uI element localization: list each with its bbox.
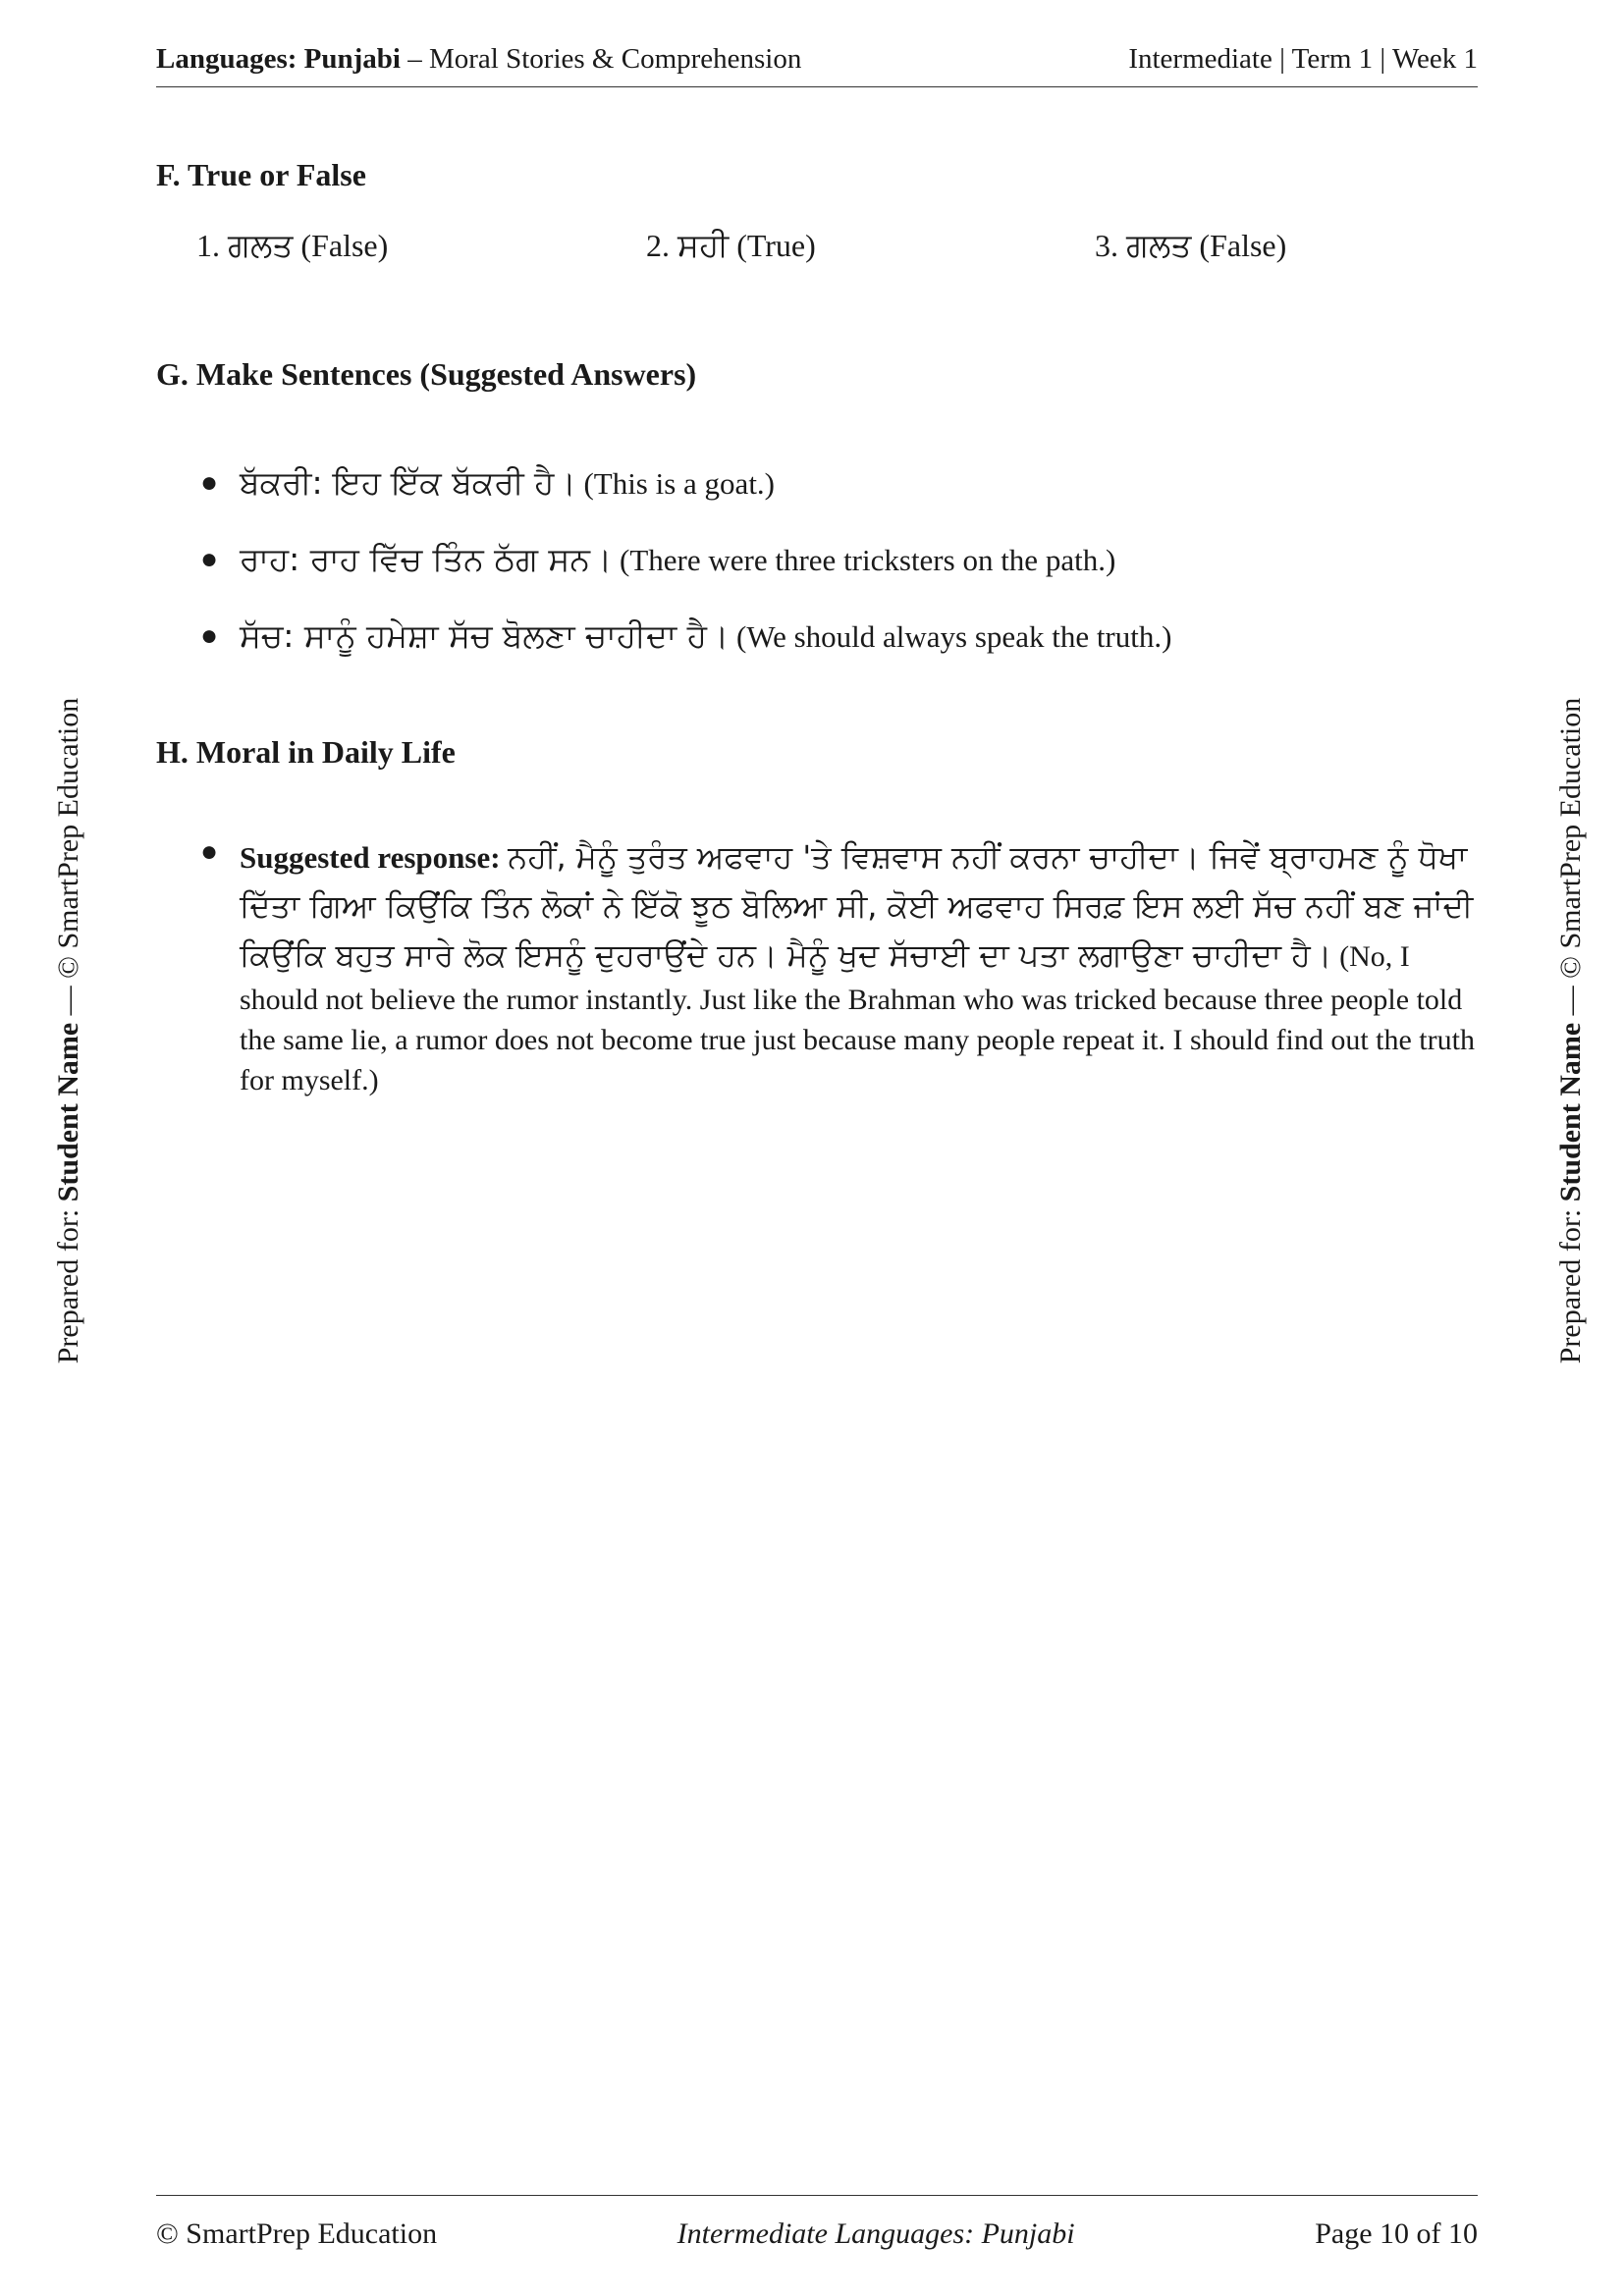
bullet-icon: ● [200,466,219,499]
list-item [196,530,1478,607]
sentence-punjabi: ਸੱਚ: ਸਾਨੂੰ ਹਮੇਸ਼ਾ ਸੱਚ ਬੋਲਣਾ ਚਾਹੀਦਾ ਹੈ। [240,616,730,655]
sentence-list [196,454,1478,683]
section-f-title: F. True or False [156,157,366,192]
footer-page-number: Page 10 of 10 [1315,2217,1478,2250]
sentence-english: (There were three tricksters on the path.) [620,543,1116,577]
side-note-prefix: Prepared for: [52,1201,84,1364]
tf-number: 1. [196,228,220,263]
moral-english: (No, I should not believe the rumor instantly. Just like the Brahman who was tricked because three people told the same lie, a rumor does not become true just because many people repeat it. I should find out the truth for myself.) [240,940,1475,1096]
list-item [196,454,1478,530]
header-subject-rest: – Moral Stories & Comprehension [400,43,802,75]
section-g-title: G. Make Sentences (Suggested Answers) [156,356,697,392]
moral-list [196,832,1478,1100]
header-subject-bold: Languages: Punjabi [156,43,401,75]
footer-copyright: © SmartPrep Education [156,2217,438,2250]
tf-answer-2 [646,226,816,265]
tf-answer-3 [1095,226,1286,265]
side-note-name: Student Name [1554,1022,1587,1202]
page-header [156,43,1478,87]
list-item [196,607,1478,683]
bullet-icon: ● [200,835,219,868]
footer-course: Intermediate Languages: Punjabi [677,2217,1075,2250]
side-note-left [49,540,88,1522]
tf-number: 3. [1095,228,1118,263]
tf-answer-english: (False) [300,228,389,263]
tf-answer-english: (False) [1199,228,1287,263]
list-item [196,832,1478,1100]
suggested-response-label: Suggested response: [240,840,501,875]
header-subject [156,43,801,76]
bullet-icon: ● [200,619,219,652]
true-false-answers [196,226,1473,275]
moral-punjabi: ਨਹੀਂ, ਮੈਨੂੰ ਤੁਰੰਤ ਅਫਵਾਹ 'ਤੇ ਵਿਸ਼ਵਾਸ ਨਹੀਂ ਕਰਨਾ ਚਾਹੀਦਾ। ਜਿਵੇਂ ਬ੍ਰਾਹਮਣ ਨੂੰ ਧੋਖਾ ਦਿੱਤਾ ਗਿਆ ਕਿਉਂਕਿ ਤਿੰਨ ਲੋਕਾਂ ਨੇ ਇੱਕੋ ਝੂਠ ਬੋਲਿਆ ਸੀ, ਕੋਈ ਅਫਵਾਹ ਸਿਰਫ਼ ਇਸ ਲਈ ਸੱਚ ਨਹੀਂ ਬਣ ਜਾਂਦੀ ਕਿਉਂਕਿ ਬਹੁਤ ਸਾਰੇ ਲੋਕ ਇਸਨੂੰ ਦੁਹਰਾਉਂਦੇ ਹਨ। ਮੈਨੂੰ ਖੁਦ ਸੱਚਾਈ ਦਾ ਪਤਾ ਲਗਾਉਣਾ ਚਾਹੀਦਾ ਹੈ। [240,838,1474,974]
side-note-suffix: — © SmartPrep Education [1554,697,1587,1023]
tf-number: 2. [646,228,670,263]
tf-answer-punjabi: ਗਲਤ [1126,226,1192,264]
side-note-prefix: Prepared for: [1554,1201,1587,1364]
bullet-icon: ● [200,543,219,575]
sentence-english: (This is a goat.) [583,466,776,501]
side-note-suffix: — © SmartPrep Education [52,697,84,1023]
side-note-right [1551,540,1591,1522]
sentence-punjabi: ਰਾਹ: ਰਾਹ ਵਿੱਚ ਤਿੰਨ ਠੱਗ ਸਨ। [240,540,613,578]
tf-answer-punjabi: ਸਹੀ [677,226,730,264]
tf-answer-punjabi: ਗਲਤ [228,226,294,264]
section-h-title: H. Moral in Daily Life [156,734,456,770]
header-level: Intermediate | Term 1 | Week 1 [1128,43,1478,75]
page-footer [156,2195,1478,2251]
tf-answer-1 [196,226,388,265]
side-note-name: Student Name [52,1022,84,1202]
sentence-english: (We should always speak the truth.) [736,619,1172,654]
tf-answer-english: (True) [736,228,816,263]
sentence-punjabi: ਬੱਕਰੀ: ਇਹ ਇੱਕ ਬੱਕਰੀ ਹੈ। [240,463,576,502]
